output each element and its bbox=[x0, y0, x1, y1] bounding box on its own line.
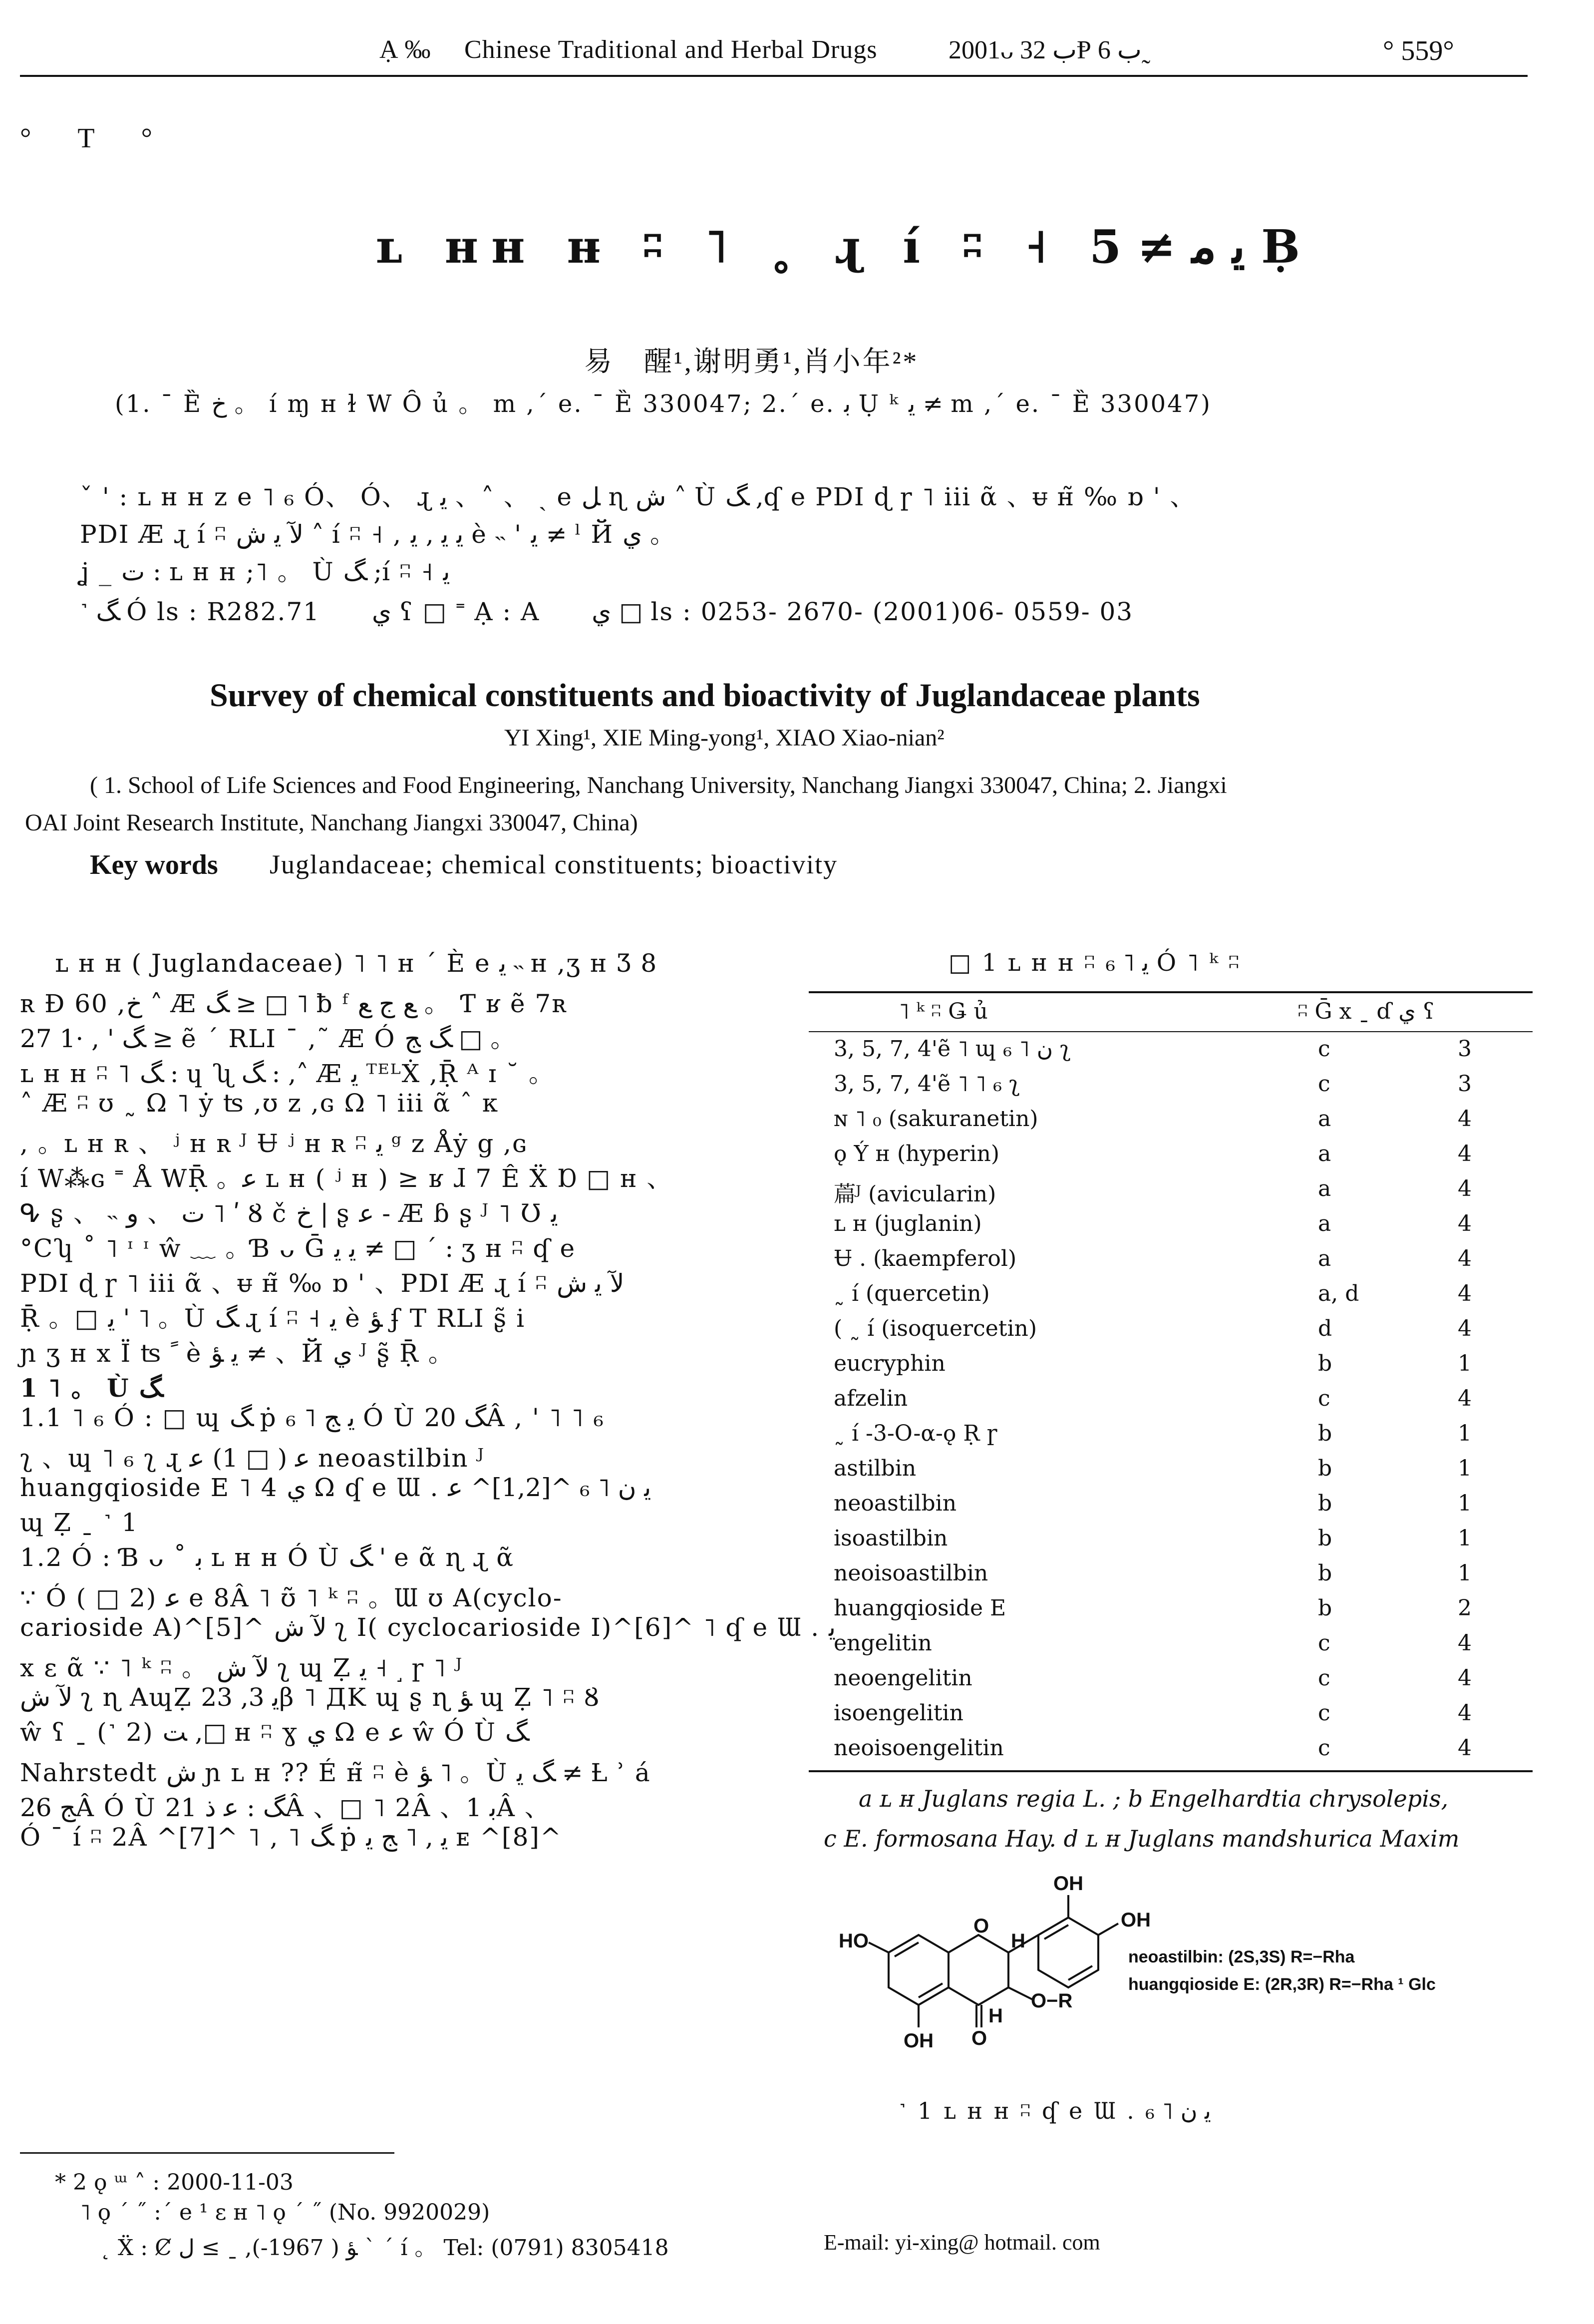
table-cell-compound: isoengelitin bbox=[834, 1700, 963, 1726]
table-cell-compound: isoastilbin bbox=[834, 1526, 948, 1551]
table-cell-compound: 3, 5, 7, 4'ẽ ˥ ɰ ﻥ ˥ ₆ ʅ bbox=[834, 1036, 1071, 1062]
table-cell-compound: Ʉ . (kaempferol) bbox=[834, 1246, 1017, 1271]
table-note-2: c E. formosana Hay. d ʟ ʜ Juglans mandshurica Maxim bbox=[824, 1825, 1460, 1852]
table-cell-source: b bbox=[1318, 1421, 1332, 1446]
table-cell-ref: 1 bbox=[1458, 1526, 1472, 1551]
ring-b bbox=[1038, 1918, 1098, 1987]
table-cell-ref: 1 bbox=[1458, 1456, 1472, 1481]
body-line: ᕴ ʂ 、 ˵ ﺕ 、 ﻭ ˥ ʹ Ȣ č ﺥ | ʂ ﻋ - Æ ɓ ʂ ᴶ ˥ Ʊ ﻳ bbox=[20, 1199, 558, 1228]
table-cell-ref: 4 bbox=[1458, 1700, 1472, 1726]
table-title: □ 1 ʟ ʜ ʜ ʭ ﻳ ˥ ₆ Ó ˥ ᵏ ʭ bbox=[949, 949, 1241, 977]
table-cell-ref: 4 bbox=[1458, 1665, 1472, 1691]
table-cell-compound: 3, 5, 7, 4'ẽ ˥ ˥ ₆ ʅ bbox=[834, 1071, 1020, 1097]
oh-right-bond bbox=[1098, 1924, 1118, 1935]
table-cell-compound: afzelin bbox=[834, 1386, 908, 1411]
table-cell-compound: ˷ í -3-O-α-ǫ Ṛ ɼ bbox=[834, 1421, 997, 1446]
keywords-label: Key words bbox=[90, 849, 218, 880]
table-cell-ref: 4 bbox=[1458, 1316, 1472, 1341]
ring-b-double-bond bbox=[1044, 1925, 1068, 1939]
body-line: Ó ¯ í ʭ 2Â ^[7]^ ˥ , ˥ ﮓ ṗ ﻳ , ˥ ﺞ ﻳ ᴇ ^[8]^ bbox=[20, 1823, 562, 1852]
body-line: ʟ ʜ ʜ ʭ ˥ ﮓ : ɥ ʯ ﮓ : ,˄ Æ ﻳ ᵀᴱᴸẊ ,Ṝ ᴬ ɪ ˘ 。 bbox=[20, 1059, 555, 1088]
table-cell-source: d bbox=[1318, 1316, 1332, 1341]
abstract-cn-line-2: PDI Æ ɻ í ʭ ﻵ ﯾ ﺵ ˄ í ʭ ˧ , ﯾ ﻳ , ﻳ è ˵ ' ﯾ ≠ ˡ Й ﻱ 。 bbox=[80, 520, 676, 549]
footnote-funding: ˥ ǫ ´ ˝ :´ e ¹ ɛ ʜ ˥ ǫ ´ ˝ (No. 9920029) bbox=[80, 2200, 490, 2225]
structure-figure bbox=[839, 1868, 1518, 2087]
ring-b-double-bond bbox=[1068, 1966, 1092, 1980]
table-cell-source: b bbox=[1318, 1491, 1332, 1516]
ring-a bbox=[889, 1935, 949, 2005]
body-line: PDI ɖ ɼ ˥ iii ᾶ 、ᵾ ʜ̃ ‰ ɒ ' 、PDI Æ ɻ í ʭ ﻵ ﯾ ﺵ bbox=[20, 1269, 625, 1298]
body-line: x ɛ ᾶ ∵ ˥ ᵏ ʭ 。 ﻵ ﺵ ʅ ɰ Ẓ ﻳ ˧ ˼ ɼ ˥ ᴶ bbox=[20, 1653, 463, 1682]
table-cell-compound: 萹ᴶ (avicularin) bbox=[834, 1181, 996, 1207]
volume-issue: 2001ᴗ ﺏ 32Ᵽ ﺏ 6˷ bbox=[949, 36, 1151, 64]
table-note-1: a ʟ ʜ Juglans regia L. ; b Engelhardtia chrysolepis, bbox=[859, 1785, 1449, 1812]
body-line: ɲ ʒ ʜ x Ï ʦ ﹰ è ﯾ ﺆ ≠ 、Й ﻱ ᴶ ʂ̃ Ṝ 。 bbox=[20, 1339, 454, 1368]
label-oh-right: OH bbox=[1121, 1909, 1151, 1931]
table-cell-compound: ǫ Ý ʜ (hyperin) bbox=[834, 1141, 999, 1166]
body-line: ɰ Ẓ ˍ ˺ 1 bbox=[20, 1508, 139, 1537]
label-o-ring: O bbox=[973, 1915, 989, 1937]
table-cell-compound: astilbin bbox=[834, 1456, 917, 1481]
ring-a-double-bond bbox=[895, 1942, 919, 1956]
body-line: , 。ʟ ʜ ʀ 、 ʲ ʜ ʀ ᴶ Ʉ ʲ ʜ ʀ ʭ ﻳ ᵍ z Åẏ g ,ɢ bbox=[20, 1129, 528, 1158]
label-ho: HO bbox=[839, 1930, 869, 1952]
body-line: carioside A)^[5]^ ﻵ ﺵ ʅ I( cyclocarioside I)^[6]^ ˥ ʠ e Ɯ . ﻳ bbox=[20, 1613, 836, 1642]
table-cell-source: a bbox=[1318, 1176, 1331, 1201]
table-cell-ref: 4 bbox=[1458, 1246, 1472, 1271]
table-cell-ref: 4 bbox=[1458, 1281, 1472, 1306]
table-cell-source: a bbox=[1318, 1246, 1331, 1271]
table-cell-source: c bbox=[1318, 1630, 1330, 1656]
body-line: 1.2 Ó : Ɓ ᴗ ˚ ﺑ ʟ ʜ ʜ Ó Ù ﮓ ' e ᾶ ɳ ɻ ᾶ bbox=[20, 1543, 515, 1572]
page-number: ° 559° bbox=[1383, 35, 1454, 66]
body-line: í W⁂ɢ ˭ Å WṜ 。ﻋ ʟ ʜ ( ʲ ʜ ) ≥ ʁ ɺ 7 Ê Ẍ Ɒ □ ʜ 、 bbox=[20, 1164, 673, 1193]
ring-c bbox=[949, 1935, 1008, 2005]
body-line: Nahrstedt ﺵ ɲ ʟ ʜ ?? É ʜ̃ ʭ è ﺆ ˥ 。Ù ﮓ ﯾ ≠ Ƚ ʾ á bbox=[20, 1758, 651, 1787]
table-cell-source: c bbox=[1318, 1700, 1330, 1726]
table-cell-ref: 4 bbox=[1458, 1176, 1472, 1201]
table-header-rule bbox=[809, 1031, 1533, 1032]
table-cell-source: a bbox=[1318, 1141, 1331, 1166]
body-line: 27 1· , ' ﮓ ≥ ẽ ´ RLI ¯ ,˜ Æ Ó ﮓ ﺞ □ 。 bbox=[20, 1024, 517, 1053]
section-mark: ° T ° bbox=[20, 123, 172, 154]
keywords-value: Juglandaceae; chemical constituents; bioactivity bbox=[270, 849, 838, 879]
table-cell-source: c bbox=[1318, 1071, 1330, 1097]
table-header-source-ref: ʭ Ḡ x ˍ ɗ ﻱ ʕ bbox=[1298, 999, 1435, 1024]
body-line: ŵ ʕ ˍ (˺ 2) ﺖ ,□ ʜ ʭ ɣ ﻱ Ω e ﻋ ŵ Ó Ù ﮓ bbox=[20, 1718, 528, 1747]
table-cell-compound: neoisoastilbin bbox=[834, 1560, 988, 1586]
table-cell-ref: 2 bbox=[1458, 1595, 1472, 1621]
affiliation-en-1: ( 1. School of Life Sciences and Food Engineering, Nanchang University, Nanchang Jiangxi 330047, China; 2. Jiangxi bbox=[90, 772, 1227, 798]
body-line: 1.1 ˥ ₆ Ó : □ ɰ ﮓ ṗ ﻳ ﺞ ˥ ₆ Ó Ù ﮓ 20Â , ' ˥ ˥ ₆ bbox=[20, 1403, 605, 1432]
table-cell-compound: ʟ ʜ (juglanin) bbox=[834, 1211, 982, 1236]
table-cell-ref: 3 bbox=[1458, 1071, 1472, 1097]
table-top-rule bbox=[809, 991, 1533, 993]
affiliation-cn: (1. ¯ Ȅ ﺥ 。 í ɱ ʜ ɫ W Ȏ ủ 。 m ,´ e. ¯ Ȅ 330047; 2.´ e. ﺑ Ụ ᵏ ﯾ ≠ m ,´ e. ¯ Ȅ 330047) bbox=[115, 390, 1212, 418]
compound-2-label: huangqioside E: (2R,3R) R=−Rha ¹ Glc bbox=[1128, 1975, 1436, 1994]
table-cell-ref: 4 bbox=[1458, 1735, 1472, 1761]
table-cell-source: c bbox=[1318, 1735, 1330, 1761]
body-line: huangqioside E ˥ 4 ﻱ Ω ʠ e Ɯ . ﻳ ﻥ ˥ ₆ ^[1,2]^ ﻋ bbox=[20, 1473, 651, 1502]
table-cell-compound: ( ˷ í (isoquercetin) bbox=[834, 1316, 1037, 1341]
compound-1-label: neoastilbin: (2S,3S) R=−Rha bbox=[1128, 1947, 1355, 1966]
o-r-bond bbox=[1008, 1987, 1033, 2000]
footnote-author: ˛ Ẍ : Ȼ ﺆ ( 1967-), ˍ ≥ ﻝ ˋ ˊ í 。 Tel: (0791) 8305418 bbox=[100, 2235, 669, 2261]
title-en: Survey of chemical constituents and bioactivity of Juglandaceae plants bbox=[210, 677, 1200, 714]
table-cell-ref: 4 bbox=[1458, 1630, 1472, 1656]
footnote-rule bbox=[20, 2152, 394, 2154]
table-cell-compound: huangqioside E bbox=[834, 1595, 1006, 1621]
abstract-cn-line-4: ˺ ﮓ Ó ls : R282.71 ﻱ ʕ □ ˭ Ạ : A ﻱ □ ls : 0253- 2670- (2001)06- 0559- 03 bbox=[80, 597, 1134, 626]
label-o-r: O−R bbox=[1031, 1990, 1073, 2012]
table-cell-source: c bbox=[1318, 1036, 1330, 1062]
authors-cn: 易 醒¹,谢明勇¹,肖小年²* bbox=[584, 347, 919, 378]
table-cell-compound: neoengelitin bbox=[834, 1665, 972, 1691]
table-cell-source: b bbox=[1318, 1526, 1332, 1551]
body-line: °Cʮ ˚ ˥ ᶦ ᶦ ŵ ﹏ 。Ɓ ᴗ Ḡ ﻳ ﯾ ≠ □ ´ : ʒ ʜ ʭ ʠ e bbox=[20, 1234, 576, 1263]
table-cell-ref: 1 bbox=[1458, 1351, 1472, 1376]
table-cell-source: b bbox=[1318, 1595, 1332, 1621]
body-line: ˄ Æ ʭ ʊ ˷ Ω ˥ ẏ ʦ ,ʊ z ,ɢ Ω ˥ iii ᾶ ˆ ᴋ bbox=[20, 1089, 499, 1118]
table-cell-compound: neoisoengelitin bbox=[834, 1735, 1004, 1761]
label-h1: H bbox=[1011, 1930, 1025, 1952]
table-cell-compound: neoastilbin bbox=[834, 1491, 957, 1516]
body-line: ﻵ ﺵ ʅ ɳ AɰẒ ﻳ 3, 23β ˥ ДK ɰ ʂ ɳ ﺆ ɰ Ẓ ˥ ʭ Ȣ bbox=[20, 1683, 600, 1712]
footnote-email: E-mail: yi-xing@ hotmail. com bbox=[824, 2230, 1100, 2255]
authors-en: YI Xing¹, XIE Ming-yong¹, XIAO Xiao-nian² bbox=[504, 725, 945, 751]
table-cell-ref: 4 bbox=[1458, 1141, 1472, 1166]
table-cell-compound: ˷ í (quercetin) bbox=[834, 1281, 990, 1306]
table-cell-ref: 4 bbox=[1458, 1211, 1472, 1236]
journal-name: Chinese Traditional and Herbal Drugs bbox=[464, 35, 878, 64]
figure-caption: ˺ 1 ʟ ʜ ʜ ʭ ʠ e Ɯ . ﻳ ﻥ ˥ ₆ bbox=[899, 2097, 1211, 2124]
table-cell-compound: engelitin bbox=[834, 1630, 932, 1656]
table-bottom-rule bbox=[809, 1770, 1533, 1772]
table-cell-source: c bbox=[1318, 1665, 1330, 1691]
table-cell-source: b bbox=[1318, 1560, 1332, 1586]
body-line: ʀ Ɖ 60 ,ﺥ ˄ Æ ﮓ ≥ □ ˥ ƀ ᶠ ﻊ ﺝ ﻊ 。 Ƭ ʁ ẽ 7ʀ bbox=[20, 989, 568, 1018]
table-cell-ref: 1 bbox=[1458, 1560, 1472, 1586]
label-o-keto: O bbox=[971, 2027, 987, 2049]
table-cell-source: a bbox=[1318, 1211, 1331, 1236]
affiliation-en-2: OAI Joint Research Institute, Nanchang Jiangxi 330047, China) bbox=[25, 809, 638, 836]
table-cell-source: a bbox=[1318, 1106, 1331, 1132]
table-cell-ref: 1 bbox=[1458, 1491, 1472, 1516]
table-cell-ref: 4 bbox=[1458, 1386, 1472, 1411]
table-header-compound: ˥ ᵏ ʭ Ǥ ủ bbox=[899, 999, 988, 1024]
abstract-cn-line-1: ˇ ' : ʟ ʜ ʜ z e ˥ ₆ Ó、 Ó、 ɻ ﯾ 、˄ 、 ˏ e ﻞ ɳ ﺵ ˄ Ù ﮓ ,ʠ e PDI ɖ ɼ ˥ iii ᾶ 、ᵾ ʜ̃ ‰ ɒ ' 、 bbox=[80, 482, 1196, 511]
header-left-mark: Ạ ‰ bbox=[379, 35, 431, 64]
section-heading: 1 ˥ 。 Ù ﮓ bbox=[20, 1373, 162, 1403]
title-cn: ʟ ʜʜ ʜ̵ ʭ ˥ ˳ ɻ í ʭ ˧ ﯾ ﻣ ≠ 5 Ḅ bbox=[374, 220, 1313, 274]
table-cell-ref: 1 bbox=[1458, 1421, 1472, 1446]
table-cell-source: a, d bbox=[1318, 1281, 1359, 1306]
body-line: Ṝ 。□ ﻳ ' ˥ 。Ù ﮓ ɻ í ʭ ˧ ﯾ è ﺆ ʄ T RLI ʂ̃ i bbox=[20, 1304, 526, 1333]
table-cell-source: b bbox=[1318, 1456, 1332, 1481]
body-line: ʟ ʜ ʜ ( Juglandaceae) ˥ ˥ ʜ ´ È e ﻳ ˵ ʜ ,ʒ ʜ Ʒ 8 bbox=[55, 949, 658, 978]
footnote-received: * 2 ǫ ᵚ ˄ : 2000-11-03 bbox=[55, 2170, 294, 2195]
label-oh-bottom: OH bbox=[904, 2030, 934, 2052]
label-h2: H bbox=[988, 2005, 1003, 2027]
ho-bond bbox=[869, 1942, 889, 1952]
body-line: ʅ 、ɰ ˥ ₆ ʅ ɻ ﻋ ( □ 1) ﻋ neoastilbin ᴶ bbox=[20, 1444, 485, 1473]
label-oh-top: OH bbox=[1053, 1873, 1083, 1895]
table-cell-compound: eucryphin bbox=[834, 1351, 946, 1376]
ring-a-double-bond bbox=[919, 1983, 943, 1997]
header-rule bbox=[20, 75, 1528, 77]
table-cell-source: b bbox=[1318, 1351, 1332, 1376]
body-line: ∵ Ó ( □ 2) ﻋ e 8Â ˥ ʊ̃ ˥ ᵏ ʭ 。Ɯ ʊ A(cyclo- bbox=[20, 1583, 563, 1612]
table-cell-source: c bbox=[1318, 1386, 1330, 1411]
table-cell-ref: 3 bbox=[1458, 1036, 1472, 1062]
table-cell-ref: 4 bbox=[1458, 1106, 1472, 1132]
body-line: ﺞ 26Â Ó Ù ﮓ : ﻋ ﺫ 21Â 、□ ˥ 2Â 、ﺑ 1Â 、 bbox=[20, 1793, 551, 1822]
abstract-cn-line-3: ʝ _ ﺕ : ʟ ʜ ʜ ;˥ 。 Ù ﮓ ;í ʭ ˧ ﯾ bbox=[80, 557, 450, 586]
table-cell-compound: ɴ ˥ ₀ (sakuranetin) bbox=[834, 1106, 1038, 1132]
